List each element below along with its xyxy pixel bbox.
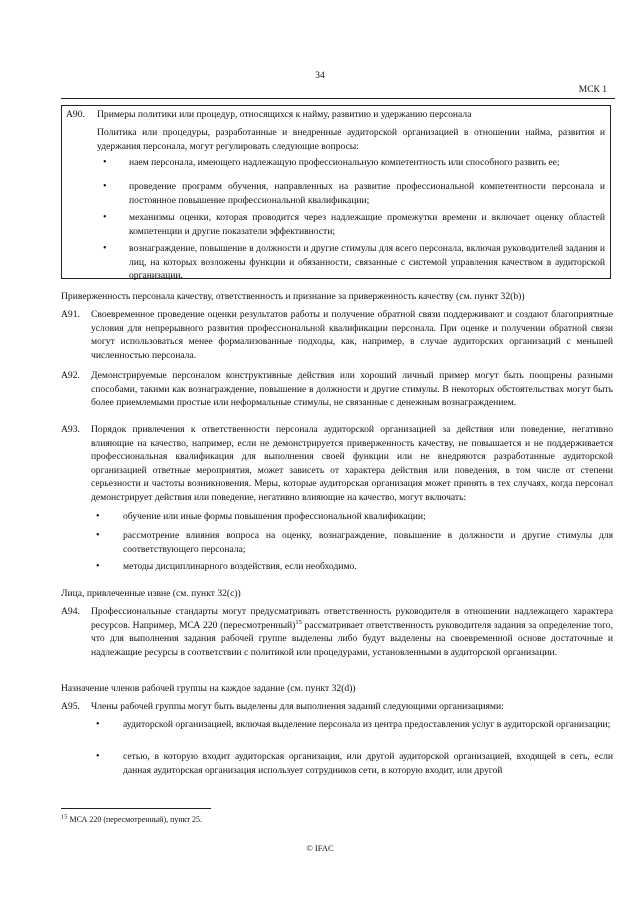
a90-bullet-1: наем персонала, имеющего надлежащую профессиональную компетентность или способного развить ее;: [129, 157, 560, 168]
bullet-icon: •: [96, 530, 100, 541]
a93-bullet-1: обучение или иные формы повышения профессиональной квалификации;: [123, 511, 426, 522]
a93-label: A93.: [61, 424, 80, 435]
a95-label: A95.: [61, 701, 80, 712]
bullet-icon: •: [96, 719, 100, 730]
page-footer: © IFAC: [306, 843, 334, 853]
bullet-icon: •: [103, 212, 107, 223]
section-heading-external: Лица, привлеченные извне (см. пункт 32(c)): [61, 588, 241, 599]
header-rule: [61, 98, 615, 99]
a94-text: [91, 605, 613, 659]
footnote-text: МСА 220 (пересмотренный), пункт 25.: [67, 815, 202, 824]
footnote-number: 15: [61, 813, 68, 821]
bullet-icon: •: [103, 181, 107, 192]
a90-heading: Примеры политики или процедур, относящихся к найму, развитию и удержанию персонала: [97, 109, 472, 120]
a94-label: A94.: [61, 606, 80, 617]
bullet-icon: •: [96, 511, 100, 522]
section-heading-assignment: Назначение членов рабочей группы на каждое задание (см. пункт 32(d)): [61, 683, 356, 694]
footnote-ref: 15: [295, 618, 302, 626]
bullet-icon: •: [103, 157, 107, 168]
a94-text-part2: рассматривает ответственность руководителя задания за определение того, что для выполнения задания рабочей группе выделены либо будут выделены на своевременной основе достаточные и надлежащие ресурсы в соответствии с политикой или процедурами, установленными в аудиторской организации.: [91, 619, 614, 658]
a95-bullet-1: аудиторской организацией, включая выделение персонала из центра предоставления услуг в аудиторской организации;: [123, 719, 611, 730]
a90-bullet-2: проведение программ обучения, направленных на развитие профессиональной компетентности персонала и постоянное повышение профессиональной квалификации;: [129, 181, 605, 206]
a95-intro: Члены рабочей группы могут быть выделены для выполнения заданий следующими организациями:: [91, 701, 504, 712]
a95-bullet-2: сетью, в которую входит аудиторская организация, или другой аудиторской организацией, входящей в сеть, если данная аудиторская организация использует сотрудников сети, в которую входит, или другой: [123, 751, 613, 776]
a94-text-part1: Профессиональные стандарты могут предусматривать ответственность руководителя в отношении надлежащего характера ресурсов. Например, МСА 220 (пересмотренный): [91, 606, 613, 631]
a92-text: Демонстрируемые персоналом конструктивные действия или хороший личный пример могут быть поощрены разными способами, такими как вознаграждение, повышение в должности и другие стимулы. В некоторых обстоятельствах могут быть более приемлемыми простые или неформальные стимулы, не связанные с денежным вознаграждением.: [91, 370, 613, 409]
standard-code: МСК 1: [578, 85, 607, 95]
a91-label: A91.: [61, 309, 80, 320]
a93-bullet-2: рассмотрение влияния вопроса на оценку, вознаграждение, повышение в должности и другие стимулы для соответствующего персонала;: [123, 530, 613, 555]
a90-bullet-3: механизмы оценки, которая проводится через надлежащие промежутки времени и включает оценку областей компетенции и другие показатели эффективности;: [129, 212, 605, 237]
bullet-icon: •: [96, 561, 100, 572]
a93-text: Порядок привлечения к ответственности персонала аудиторской организацией за действия или поведение, негативно влияющие на качество, например, если не демонстрируется приверженность качеству, не повышается и не поддерживается профессиональная квалификация для выполнения своей функции или не внедряются разработанные аудиторской организацией ответные мероприятия, может зависеть от характера действия или поведения, в том числе от степени серьезности и частоты возникновения. Меры, которые аудиторская организация может принять в тех случаях, когда персонал демонстрирует действия или поведение, негативно влияющие на качество, могут включать:: [91, 424, 613, 504]
a90-intro: Политика или процедуры, разработанные и внедренные аудиторской организацией в отношении найма, развития и удержания персонала, могут регулировать следующие вопросы:: [97, 127, 605, 152]
a90-bullet-4: вознаграждение, повышение в должности и другие стимулы для всего персонала, включая руководителей задания и лиц, на которых возложены функции и обязанности, связанные с системой управления качеством в аудиторской организации.: [129, 243, 605, 282]
footnote-rule: [61, 808, 211, 809]
a92-label: A92.: [61, 370, 80, 381]
bullet-icon: •: [103, 243, 107, 254]
page-number: 34: [315, 71, 325, 81]
a93-bullet-3: методы дисциплинарного воздействия, если необходимо.: [123, 561, 357, 572]
a90-label: A90.: [66, 109, 85, 120]
bullet-icon: •: [96, 751, 100, 762]
a91-text: Своевременное проведение оценки результатов работы и получение обратной связи поддерживают и создают благоприятные условия для непрерывного развития профессиональной квалификации персонала. При оценке и получении обратной связи могут использоваться менее формализованные подходы, как, например, в случае аудиторских организаций с меньшей численностью персонала.: [91, 309, 613, 361]
footnote: [61, 814, 202, 825]
section-heading-commitment: Приверженность персонала качеству, ответственность и признание за приверженность качеству (см. пункт 32(b)): [61, 291, 525, 302]
